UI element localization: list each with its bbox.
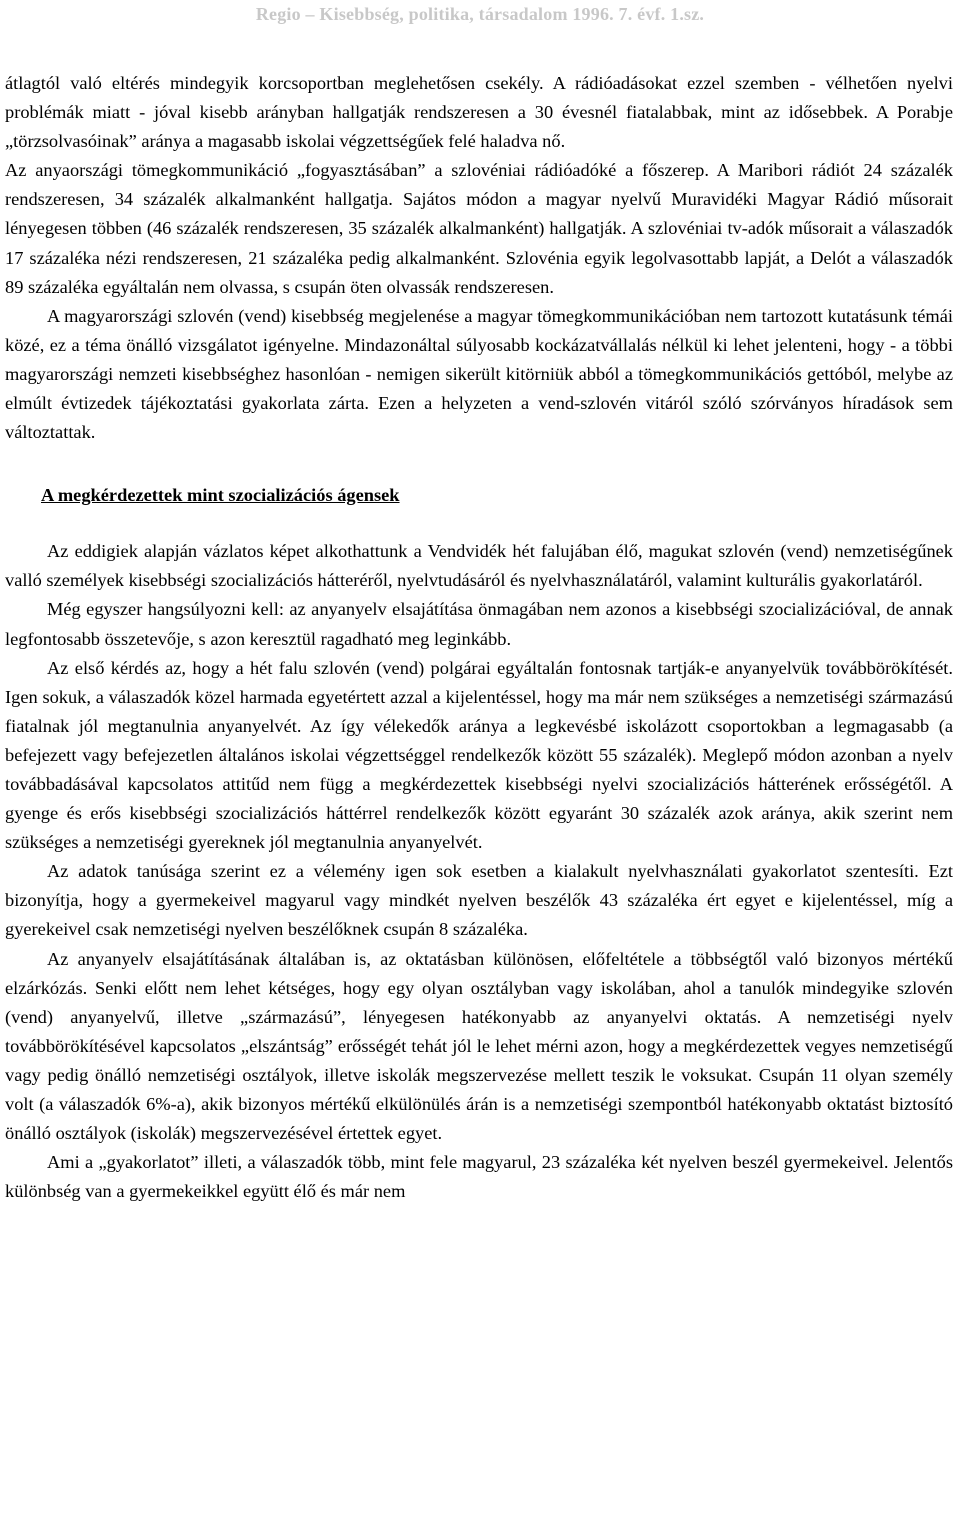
paragraph: Az eddigiek alapján vázlatos képet alkothattunk a Vendvidék hét falujában élő, magukat szlovén (vend) nemzetiségűnek valló személyek kisebbségi szocializációs hátteréről, nyelvtudásáról és nyelvhasználatáról, valamint kulturális gyakorlatáról. [5, 541, 953, 591]
paragraph: Az adatok tanúsága szerint ez a vélemény igen sok esetben a kialakult nyelvhasználati gyakorlatot szentesíti. Ezt bizonyítja, hogy a gyermekeivel magyarul vagy mindkét nyelven beszélők 43 százaléka ért egyet e kijelentéssel, míg a gyerekeivel csak nemzetiségi nyelven beszélőknek csupán 8 százaléka. [5, 861, 953, 940]
paragraph: Ami a „gyakorlatot” illeti, a válaszadók több, mint fele magyarul, 23 százaléka két nyelven beszél gyermekeivel. Jelentős különbség van a gyermekeikkel együtt élő és már nem [5, 1152, 953, 1202]
paragraph: átlagtól való eltérés mindegyik korcsoportban meglehetősen csekély. A rádióadásokat ezzel szemben - vélhetően nyelvi problémák miatt - jóval kisebb arányban hallgatják rendszeresen a 30 évesnél fiatalabbak, mint az idősebbek. A Porabje „törzsolvasóinak” aránya a magasabb iskolai végzettségűek felé haladva nő. [5, 73, 953, 152]
section-heading: A megkérdezettek mint szocializációs ágensek [41, 485, 400, 506]
paragraph: Az első kérdés az, hogy a hét falu szlovén (vend) polgárai egyáltalán fontosnak tartják-e anyanyelvük továbbörökítését. Igen sokuk, a válaszadók közel harmada egyetértett azzal a kijelentéssel, hogy ma már nem szükséges a nemzetiségi származású fiatalnak jól megtanulnia anyanyelvét. Az így vélekedők aránya a legkevésbé iskolázott csoportokban a legmagasabb (a befejezett vagy befejezetlen általános iskolai végzettséggel rendelkezők között 55 százalék). Meglepő módon azonban a nyelv továbbadásával kapcsolatos attitűd nem függ a megkérdezettek kisebbségi nyelvi szocializációs hátterének erősségétől. A gyenge és erős kisebbségi szocializációs háttérrel rendelkezők között egyaránt 30 százalék azok aránya, akik szerint nem szükséges a nemzetiségi gyereknek jól megtanulnia anyanyelvét. [5, 657, 953, 853]
running-header: Regio – Kisebbség, politika, társadalom 1996. 7. évf. 1.sz. [255, 4, 705, 24]
paragraph: Az anyaországi tömegkommunikáció „fogyasztásában” a szlovéniai rádióadóké a főszerep. A Maribori rádiót 24 százalék rendszeresen, 34 százalék alkalmanként hallgatja. Sajátos módon a magyar nyelvű Muravidéki Magyar Rádió műsorait lényegesen többen (46 százalék rendszeresen, 35 százalék alkalmanként) hallgatják. A szlovéniai tv-adók műsorait a válaszadók 17 százaléka nézi rendszeresen, 21 százaléka pedig alkalmanként. Szlovénia egyik legolvasottabb lapját, a Delót a válaszadók 89 százaléka egyáltalán nem olvassa, s csupán öten olvassák rendszeresen. [5, 160, 953, 297]
paragraph: Az anyanyelv elsajátításának általában is, az oktatásban különösen, előfeltétele a többségtől való bizonyos mértékű elzárkózás. Senki előtt nem lehet kétséges, hogy egy olyan osztályban vagy iskolában, ahol a tanulók mindegyike szlovén (vend) anyanyelvű, illetve „származású”, lényegesen hatékonyabb az anyanyelvi oktatás. A nemzetiségi nyelv továbbörökítésével kapcsolatos „elszántság” erősségét tehát jól le lehet mérni azon, hogy a megkérdezettek vegyes nemzetiségű vagy pedig önálló nemzetiségi osztályok, illetve iskolák megszervezése mellett teszik le voksukat. Csupán 11 olyan személy volt (a válaszadók 6%-a), akik bizonyos mértékű elkülönülés árán is a nemzetiségi szempontból hatékonyabb oktatást biztosító önálló osztályok (iskolák) megszervezésével értettek egyet. [5, 948, 953, 1144]
paragraph: A magyarországi szlovén (vend) kisebbség megjelenése a magyar tömegkommunikációban nem tartozott kutatásunk témái közé, ez a téma önálló vizsgálatot igényelne. Mindazonáltal súlyosabb kockázatvállalás nélkül ki lehet jelenteni, hogy - a többi magyarországi nemzeti kisebbséghez hasonlóan - nemigen sikerült kitörniük abból a tömegkommunikációs gettóból, melybe az elmúlt évtizedek tájékoztatási gyakorlata zárta. Ezen a helyzeten a vend-szlovén vitáról szóló szórványos híradások sem változtattak. [5, 305, 953, 443]
body-text [5, 69, 953, 1206]
paragraph: Még egyszer hangsúlyozni kell: az anyanyelv elsajátítása önmagában nem azonos a kisebbségi szocializációval, de annak legfontosabb összetevője, s azon keresztül ragadható meg leginkább. [5, 599, 953, 649]
